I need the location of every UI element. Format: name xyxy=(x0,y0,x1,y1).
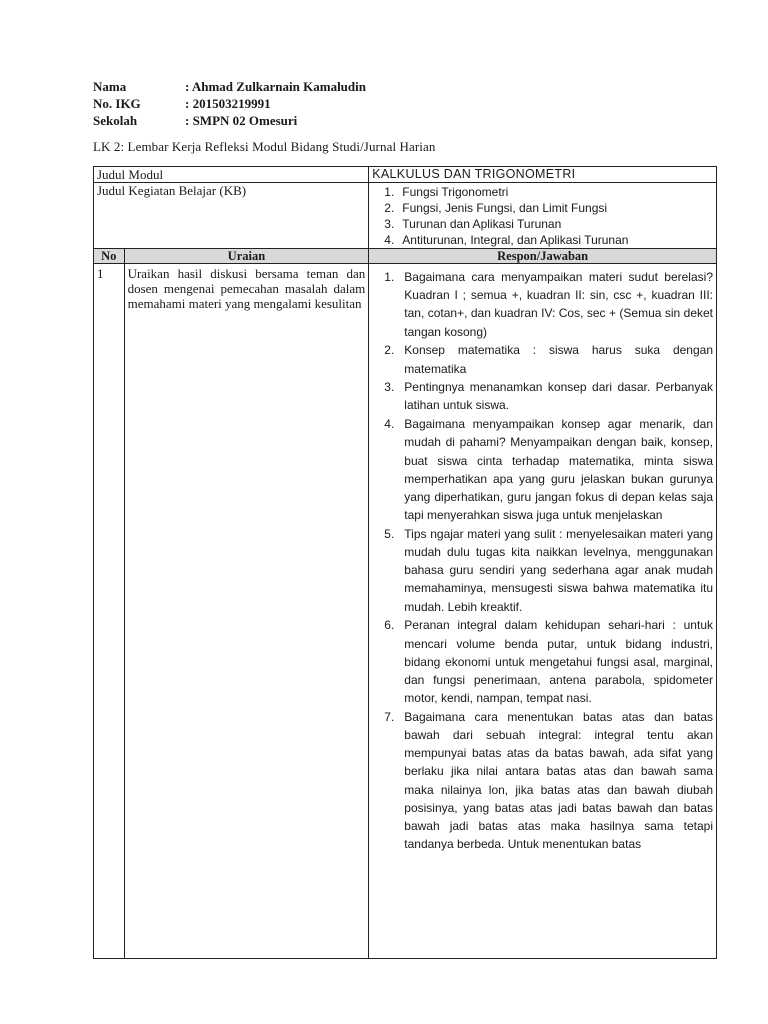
ikg-label: No. IKG xyxy=(93,96,141,111)
judul-kb-label: Judul Kegiatan Belajar (KB) xyxy=(94,183,369,249)
sekolah-value: : SMPN 02 Omesuri xyxy=(185,113,298,128)
header-respon: Respon/Jawaban xyxy=(369,249,717,264)
reflection-table xyxy=(93,166,717,959)
response-item: 7. Bagaimana cara menentukan batas atas dan batas bawah dari sebuah integral: integral tentu akan mempunyai batas atas da batas bawah, ada sifat yang berlaku jika nilai antara batas atas dan bawah sama maka nilainya lon, jika batas atas dan bawah diubah posisinya, yang batas atas jadi batas bawah dan batas bawah jadi batas atas maka hasilnya sama tetapi tandanya berbeda. Untuk menentukan batas xyxy=(384,709,713,852)
kb-title-row xyxy=(94,183,717,249)
kb-list-cell xyxy=(369,183,717,249)
sekolah-label: Sekolah xyxy=(93,113,138,128)
identity-block xyxy=(93,78,366,129)
nama-value: : Ahmad Zulkarnain Kamaludin xyxy=(185,79,366,94)
row-number: 1 xyxy=(94,264,125,959)
header-uraian: Uraian xyxy=(124,249,369,264)
identity-row-sekolah xyxy=(93,112,366,129)
identity-row-ikg xyxy=(93,95,366,112)
kb-list-item: 2. Fungsi, Jenis Fungsi, dan Limit Fungsi xyxy=(384,201,608,215)
worksheet-title: LK 2: Lembar Kerja Refleksi Modul Bidang Studi/Jurnal Harian xyxy=(93,139,436,154)
kb-list-item: 1. Fungsi Trigonometri xyxy=(384,185,509,199)
kb-list-item: 3. Turunan dan Aplikasi Turunan xyxy=(384,217,562,231)
kb-list xyxy=(372,184,713,248)
ikg-value: : 201503219991 xyxy=(185,96,271,111)
respon-cell xyxy=(369,264,717,959)
identity-row-nama xyxy=(93,78,366,95)
table-row xyxy=(94,264,717,959)
uraian-text: Uraikan hasil diskusi bersama teman dan dosen mengenai pemecahan masalah dalam memahami materi yang mengalami kesulitan xyxy=(127,266,366,311)
header-no: No xyxy=(94,249,125,264)
response-item: 4. Bagaimana menyampaikan konsep agar menarik, dan mudah di pahami? Menyampaikan dengan baik, konsep, buat siswa cinta terhadap matematika, minta siswa memperhatikan apa yang guru jelaskan bukan gurunya yang diperhatikan, guru jangan fokus di depan kelas saja tapi menyerahkan siswa juga untuk menjelaskan xyxy=(384,417,713,523)
response-list xyxy=(372,264,713,854)
judul-modul-value: KALKULUS DAN TRIGONOMETRI xyxy=(369,167,717,183)
response-item: 1. Bagaimana cara menyampaikan materi sudut berelasi? Kuadran I ; semua +, kuadran II: sin, csc +, kuadran III: tan, cotan+, dan kuadran IV: Cos, sec + (Semua sin deket tangan kosong) xyxy=(384,270,713,339)
nama-label: Nama xyxy=(93,79,127,94)
judul-modul-label: Judul Modul xyxy=(94,167,369,183)
response-item: 5. Tips ngajar materi yang sulit : menyelesaikan materi yang mudah dulu tugas kita naikkan levelnya, menggunakan bahasa guru sendiri yang sederhana agar anak mudah memahaminya, mensugesti siswa bahwa matematika itu mudah. Lebih kreaktif. xyxy=(384,526,713,614)
response-item: 3. Pentingnya menanamkan konsep dari dasar. Perbanyak latihan untuk siswa. xyxy=(384,380,713,413)
response-item: 2. Konsep matematika : siswa harus suka dengan matematika xyxy=(384,343,713,376)
response-item: 6. Peranan integral dalam kehidupan sehari-hari : untuk mencari volume benda putar, untuk bidang industri, bidang ekonomi untuk mengetahui fungsi asal, marginal, dan fungsi penerimaan, antena parabola, spidometer motor, kendi, nampan, tempat nasi. xyxy=(384,618,713,706)
table-header-row xyxy=(94,249,717,264)
kb-list-item: 4. Antiturunan, Integral, dan Aplikasi Turunan xyxy=(384,233,629,247)
module-title-row xyxy=(94,167,717,183)
uraian-cell xyxy=(124,264,369,959)
